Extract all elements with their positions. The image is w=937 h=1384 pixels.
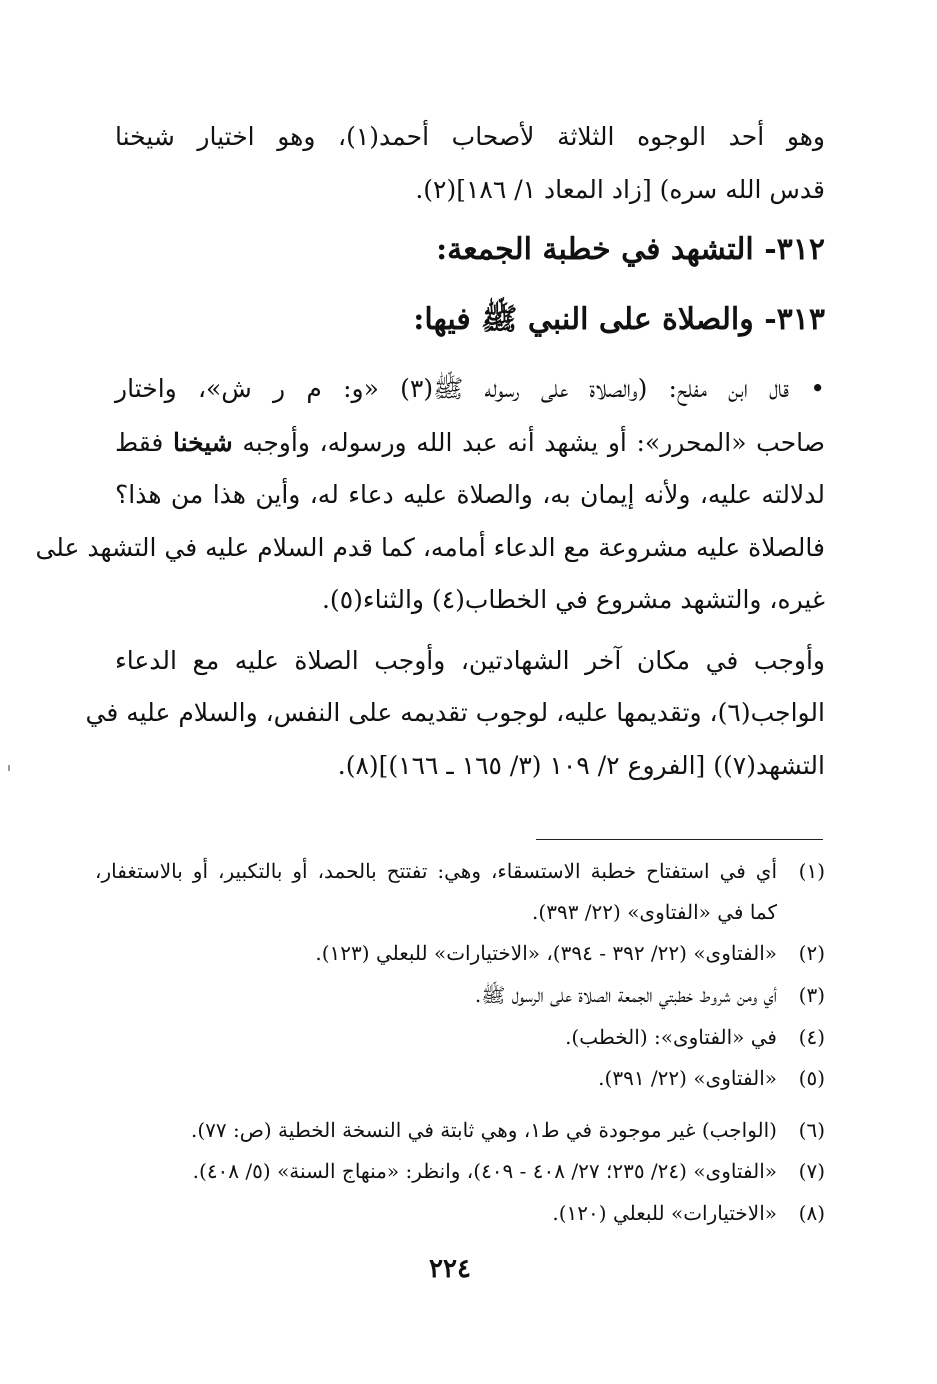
footnote-3 [95, 983, 825, 1007]
footnote-4 [95, 1025, 825, 1049]
footnote-number: (٧) [798, 1159, 825, 1183]
footnote-number: (٢) [798, 941, 825, 965]
line-text-start: صاحب «المحرر»: أو يشهد أنه عبد الله ورسوله، وأوجبه [232, 428, 825, 457]
paragraph-2-line-5: غيره، والتشهد مشروع في الخطاب(٤) والثناء(٥). [321, 585, 825, 614]
footnote-text: أي ومن شروط خطبتي الجمعة الصلاة على الرسول ﷺ. [474, 983, 777, 1007]
footnote-number: (٤) [798, 1025, 825, 1049]
paragraph-2-line-3: لدلالته عليه، ولأنه إيمان به، والصلاة عليه دعاء له، وأين هذا من هذا؟ [115, 480, 825, 509]
paragraph-1-line-1: وهو أحد الوجوه الثلاثة لأصحاب أحمد(١)، وهو اختيار شيخنا [115, 122, 825, 151]
footnote-5 [95, 1066, 825, 1090]
footnote-text: أي في استفتاح خطبة الاستسقاء، وهي: تفتتح بالحمد، أو بالتكبير، أو بالاستغفار، [95, 859, 778, 883]
scan-speck [8, 765, 10, 771]
line-text-end: فقط [115, 428, 173, 457]
footnote-text: «الفتاوى» (٢٢/ ٣٩٢ - ٣٩٤)، «الاختيارات» للبعلي (١٢٣). [315, 941, 777, 965]
footnote-number: (٣) [798, 983, 825, 1007]
paragraph-1-line-2: قدس الله سره) [زاد المعاد ١/ ١٨٦](٢). [415, 175, 825, 204]
paragraph-2-line-2 [115, 428, 825, 458]
paragraph-3-line-2: الواجب(٦)، وتقديمها عليه، لوجوب تقديمه على النفس، والسلام عليه في [85, 698, 825, 727]
footnote-text: (الواجب) غير موجودة في ط١، وهي ثابتة في النسخة الخطية (ص: ٧٧). [190, 1118, 777, 1142]
footnote-number: (٦) [798, 1118, 825, 1142]
section-heading-312: ٣١٢- التشهد في خطبة الجمعة: [436, 232, 825, 267]
footnote-text: «الفتاوى» (٢٤/ ٢٣٥؛ ٢٧/ ٤٠٨ - ٤٠٩)، وانظر: «منهاج السنة» (٥/ ٤٠٨). [192, 1159, 777, 1183]
footnote-text: «الفتاوى» (٢٢/ ٣٩١). [598, 1066, 777, 1090]
paragraph-3-line-3: التشهد(٧)) [الفروع ٢/ ١٠٩ (٣/ ١٦٥ ـ ١٦٦)](٨). [337, 751, 825, 780]
paragraph-3-line-1: وأوجب في مكان آخر الشهادتين، وأوجب الصلاة عليه مع الدعاء [115, 646, 825, 675]
footnote-1-line-1 [95, 859, 825, 883]
footnote-text: في «الفتاوى»: (الخطب). [565, 1025, 777, 1049]
footnote-text: «الاختيارات» للبعلي (١٢٠). [552, 1201, 777, 1225]
footnote-number: (٥) [798, 1066, 825, 1090]
footnote-number: (٨) [798, 1201, 825, 1225]
paragraph-2-line-4: فالصلاة عليه مشروعة مع الدعاء أمامه، كما قدم السلام عليه في التشهد على [35, 533, 825, 562]
footnote-6 [95, 1118, 825, 1142]
footnote-8 [95, 1201, 825, 1225]
footnote-separator [536, 839, 823, 840]
footnote-1-line-2 [95, 900, 825, 924]
emphasized-text: شيخنا [172, 428, 233, 457]
footnote-7 [95, 1159, 825, 1183]
section-heading-313: ٣١٣- والصلاة على النبي ﷺ فيها: [413, 302, 825, 337]
footnote-text: كما في «الفتاوى» (٢٢/ ٣٩٣). [532, 900, 777, 924]
page-number: ٢٢٤ [429, 1254, 471, 1284]
paragraph-2-line-1: • قال ابن مفلح: (والصلاة على رسوله ﷺ(٣) «و: م ر ش»، واختار [115, 374, 826, 403]
footnote-number: (١) [798, 859, 825, 883]
footnote-2 [95, 941, 825, 965]
